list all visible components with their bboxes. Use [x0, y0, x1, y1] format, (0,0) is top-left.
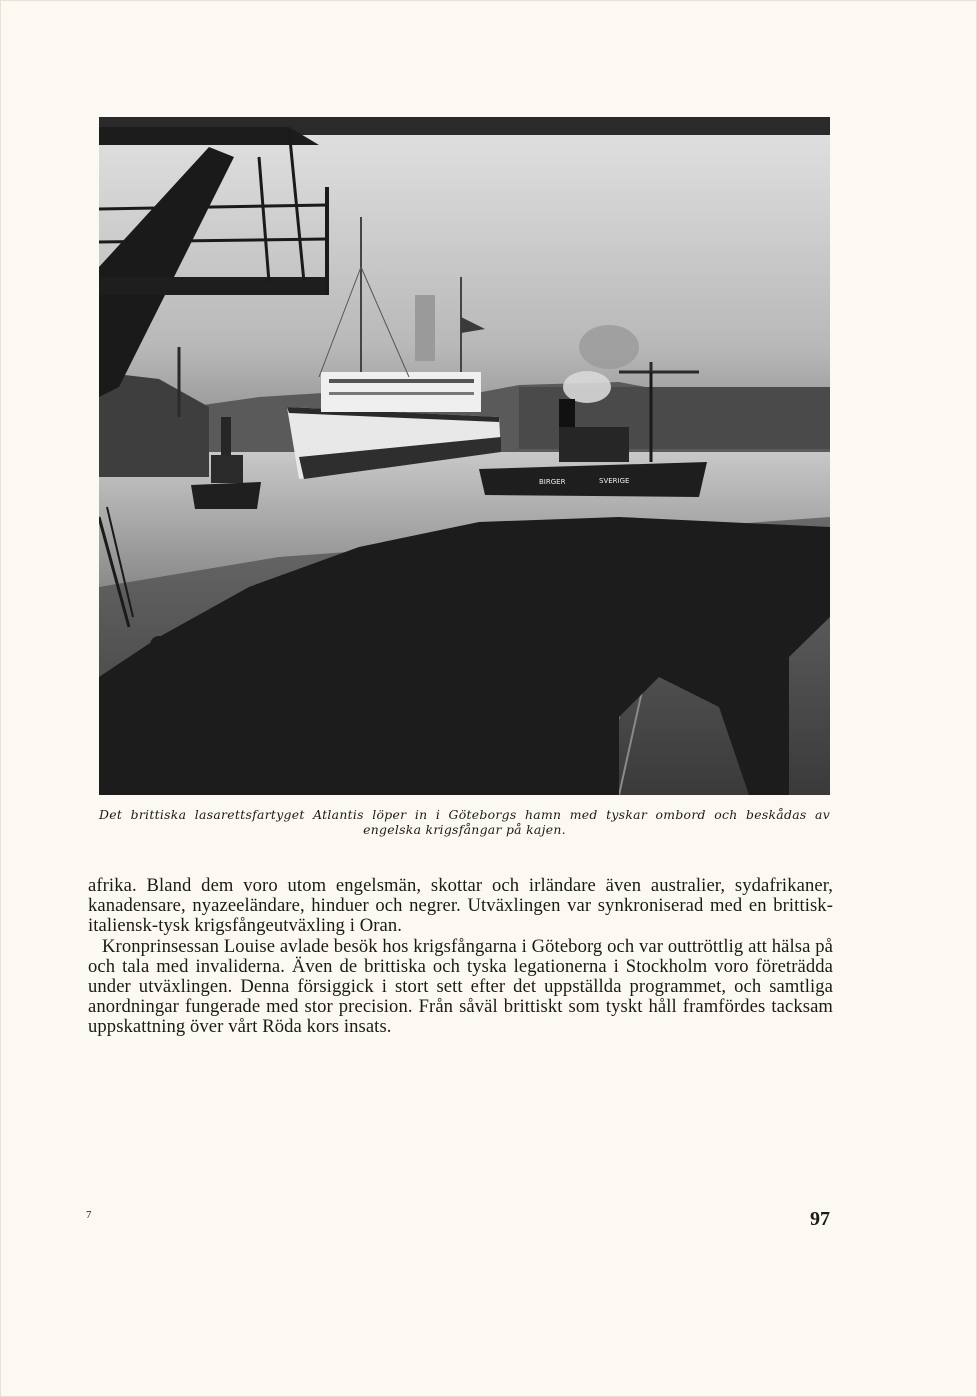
steam-plume — [563, 371, 611, 403]
paragraph: Kronprinsessan Louise avlade besök hos krigsfångarna i Göteborg och var outtröttlig att hälsa på och tala med invaliderna. Även de brittiska och tyska legationerna i Stockholm voro företrädda under utväxlingen. Denna försiggick i stort sett efter det uppställda programmet, och samtliga anordningar fungerade med stor precision. Från såväl brittiskt som tyskt håll framfördes tacksam uppskattning över vårt Röda kors insats. — [88, 935, 833, 1038]
photo-caption: Det brittiska lasarettsfartyget Atlantis löper in i Göteborgs hamn med tyskar ombord och beskådas av engelska krigsfångar på kajen. — [99, 807, 830, 837]
page-number: 97 — [810, 1208, 830, 1230]
tug-flag-label: SVERIGE — [599, 477, 630, 485]
harbor-photo-illustration — [99, 117, 830, 795]
printer-signature-mark: 7 — [86, 1209, 92, 1221]
harbor-photo — [99, 117, 830, 795]
body-text — [88, 876, 833, 1038]
tug-name-label: BIRGER — [539, 478, 566, 486]
paragraph: afrika. Bland dem voro utom engelsmän, skottar och irländare även australier, sydafrikaner, kanadensare, nyazeeländare, hinduer och negrer. Utväxlingen var synkroniserad med en brittisk-italiensk-tysk krigsfångeutväxling i Oran. — [88, 875, 833, 937]
smoke-plume — [579, 325, 639, 369]
